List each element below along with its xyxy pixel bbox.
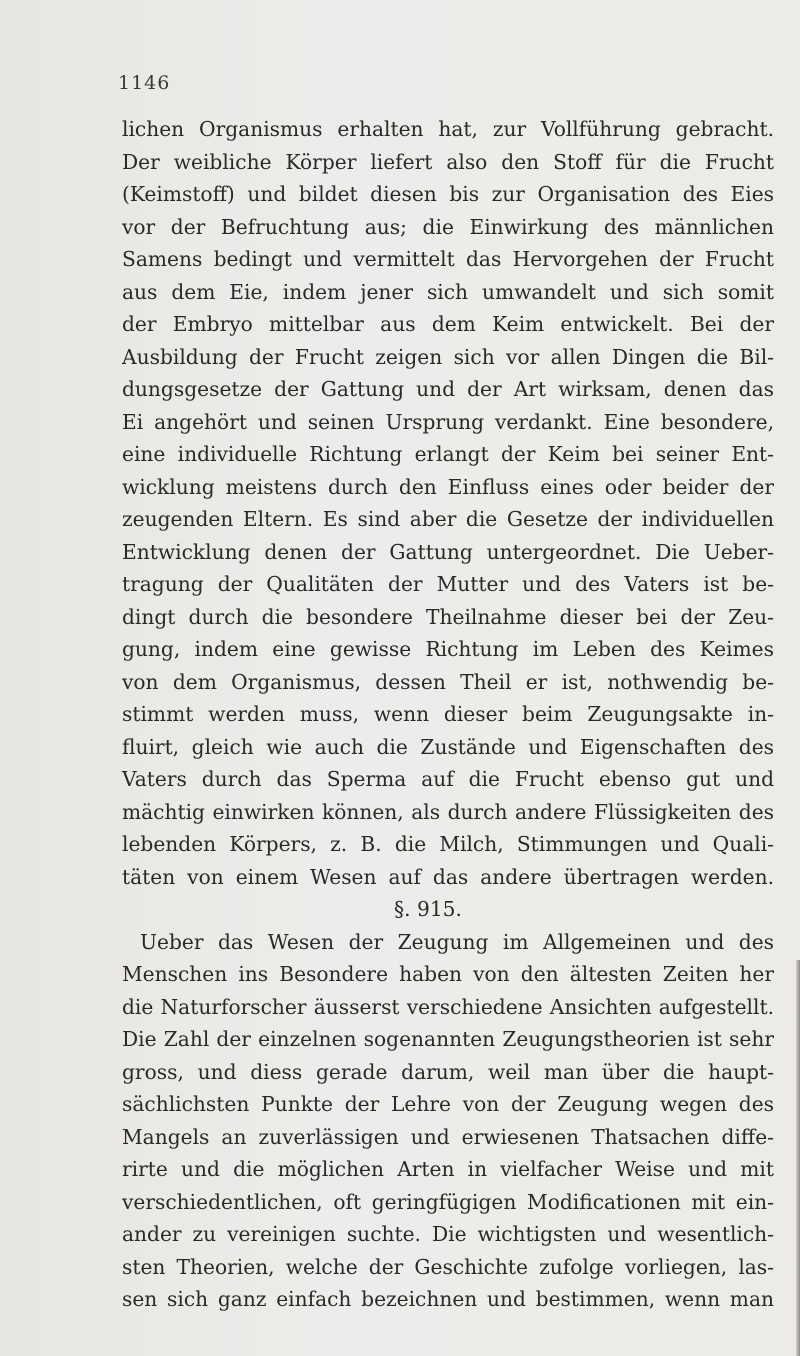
paragraph-2 [122,926,774,1316]
text-line: Vaters durch das Sperma auf die Frucht ebenso gut und [122,767,774,791]
text-line: gross, und diess gerade darum, weil man über die haupt- [122,1059,774,1084]
text-line: Ausbildung der Frucht zeigen sich vor allen Dingen die Bil- [122,344,774,369]
text-line: wicklung meistens durch den Einfluss eines oder beider der [122,474,774,499]
text-line: Ei angehört und seinen Ursprung verdankt. Eine besondere, [122,409,774,434]
text-line: Mangels an zuverlässigen und erwiesenen Thatsachen diffe- [122,1124,774,1149]
text-line: rirte und die möglichen Arten in vielfacher Weise und mit [122,1157,774,1181]
text-line: vor der Befruchtung aus; die Einwirkung des männlichen [122,214,774,239]
text-line: ander zu vereinigen suchte. Die wichtigsten und wesentlich- [122,1222,774,1246]
text-line: Menschen ins Besondere haben von den ältesten Zeiten her [122,962,774,986]
text-line: gung, indem eine gewisse Richtung im Leben des Keimes [122,637,774,661]
text-line: dingt durch die besondere Theilnahme dieser bei der Zeu- [122,604,774,629]
text-line: sächlichsten Punkte der Lehre von der Zeugung wegen des [122,1092,774,1116]
text-line: fluirt, gleich wie auch die Zustände und Eigenschaften des [122,734,774,759]
text-line: (Keimstoff) und bildet diesen bis zur Organisation des Eies [122,182,774,206]
text-line: tragung der Qualitäten der Mutter und des Vaters ist be- [122,572,774,596]
text-line: der Embryo mittelbar aus dem Keim entwickelt. Bei der [122,312,774,336]
text-line: lebenden Körpers, z. B. die Milch, Stimmungen und Quali- [122,832,774,856]
text-line: zeugenden Eltern. Es sind aber die Gesetze der individuellen [122,507,774,531]
text-line: von dem Organismus, dessen Theil er ist, nothwendig be- [122,669,774,694]
text-line: Ueber das Wesen der Zeugung im Allgemeinen und des [140,929,774,954]
page-edge-shadow [796,960,800,1356]
text-line: eine individuelle Richtung erlangt der Keim bei seiner Ent- [122,442,774,466]
text-line: aus dem Eie, indem jener sich umwandelt und sich somit [122,279,774,304]
text-line: Entwicklung denen der Gattung untergeordnet. Die Ueber- [122,539,774,564]
text-line: Der weibliche Körper liefert also den Stoff für die Frucht [122,149,774,174]
text-line: Die Zahl der einzelnen sogenannten Zeugungstheorien ist sehr [122,1027,774,1051]
text-line: sen sich ganz einfach bezeichnen und bestimmen, wenn man [122,1287,774,1311]
text-line: sten Theorien, welche der Geschichte zufolge vorliegen, las- [122,1254,774,1279]
text-line: Samens bedingt und vermittelt das Hervorgehen der Frucht [122,247,774,271]
page-number: 1146 [118,72,171,94]
text-line: täten von einem Wesen auf das andere übertragen werden. [122,864,774,889]
text-line: lichen Organismus erhalten hat, zur Vollführung gebracht. [122,117,774,141]
section-heading: §. 915. [394,897,462,921]
text-line: mächtig einwirken können, als durch andere Flüssigkeiten des [122,799,774,824]
text-line: dungsgesetze der Gattung und der Art wirksam, denen das [122,377,774,401]
paragraph-1 [122,113,774,893]
text-line: verschiedentlichen, oft geringfügigen Modificationen mit ein- [122,1189,774,1214]
body-text [122,113,774,1316]
text-line: stimmt werden muss, wenn dieser beim Zeugungsakte in- [122,702,774,726]
text-line: die Naturforscher äusserst verschiedene Ansichten aufgestellt. [122,994,774,1019]
